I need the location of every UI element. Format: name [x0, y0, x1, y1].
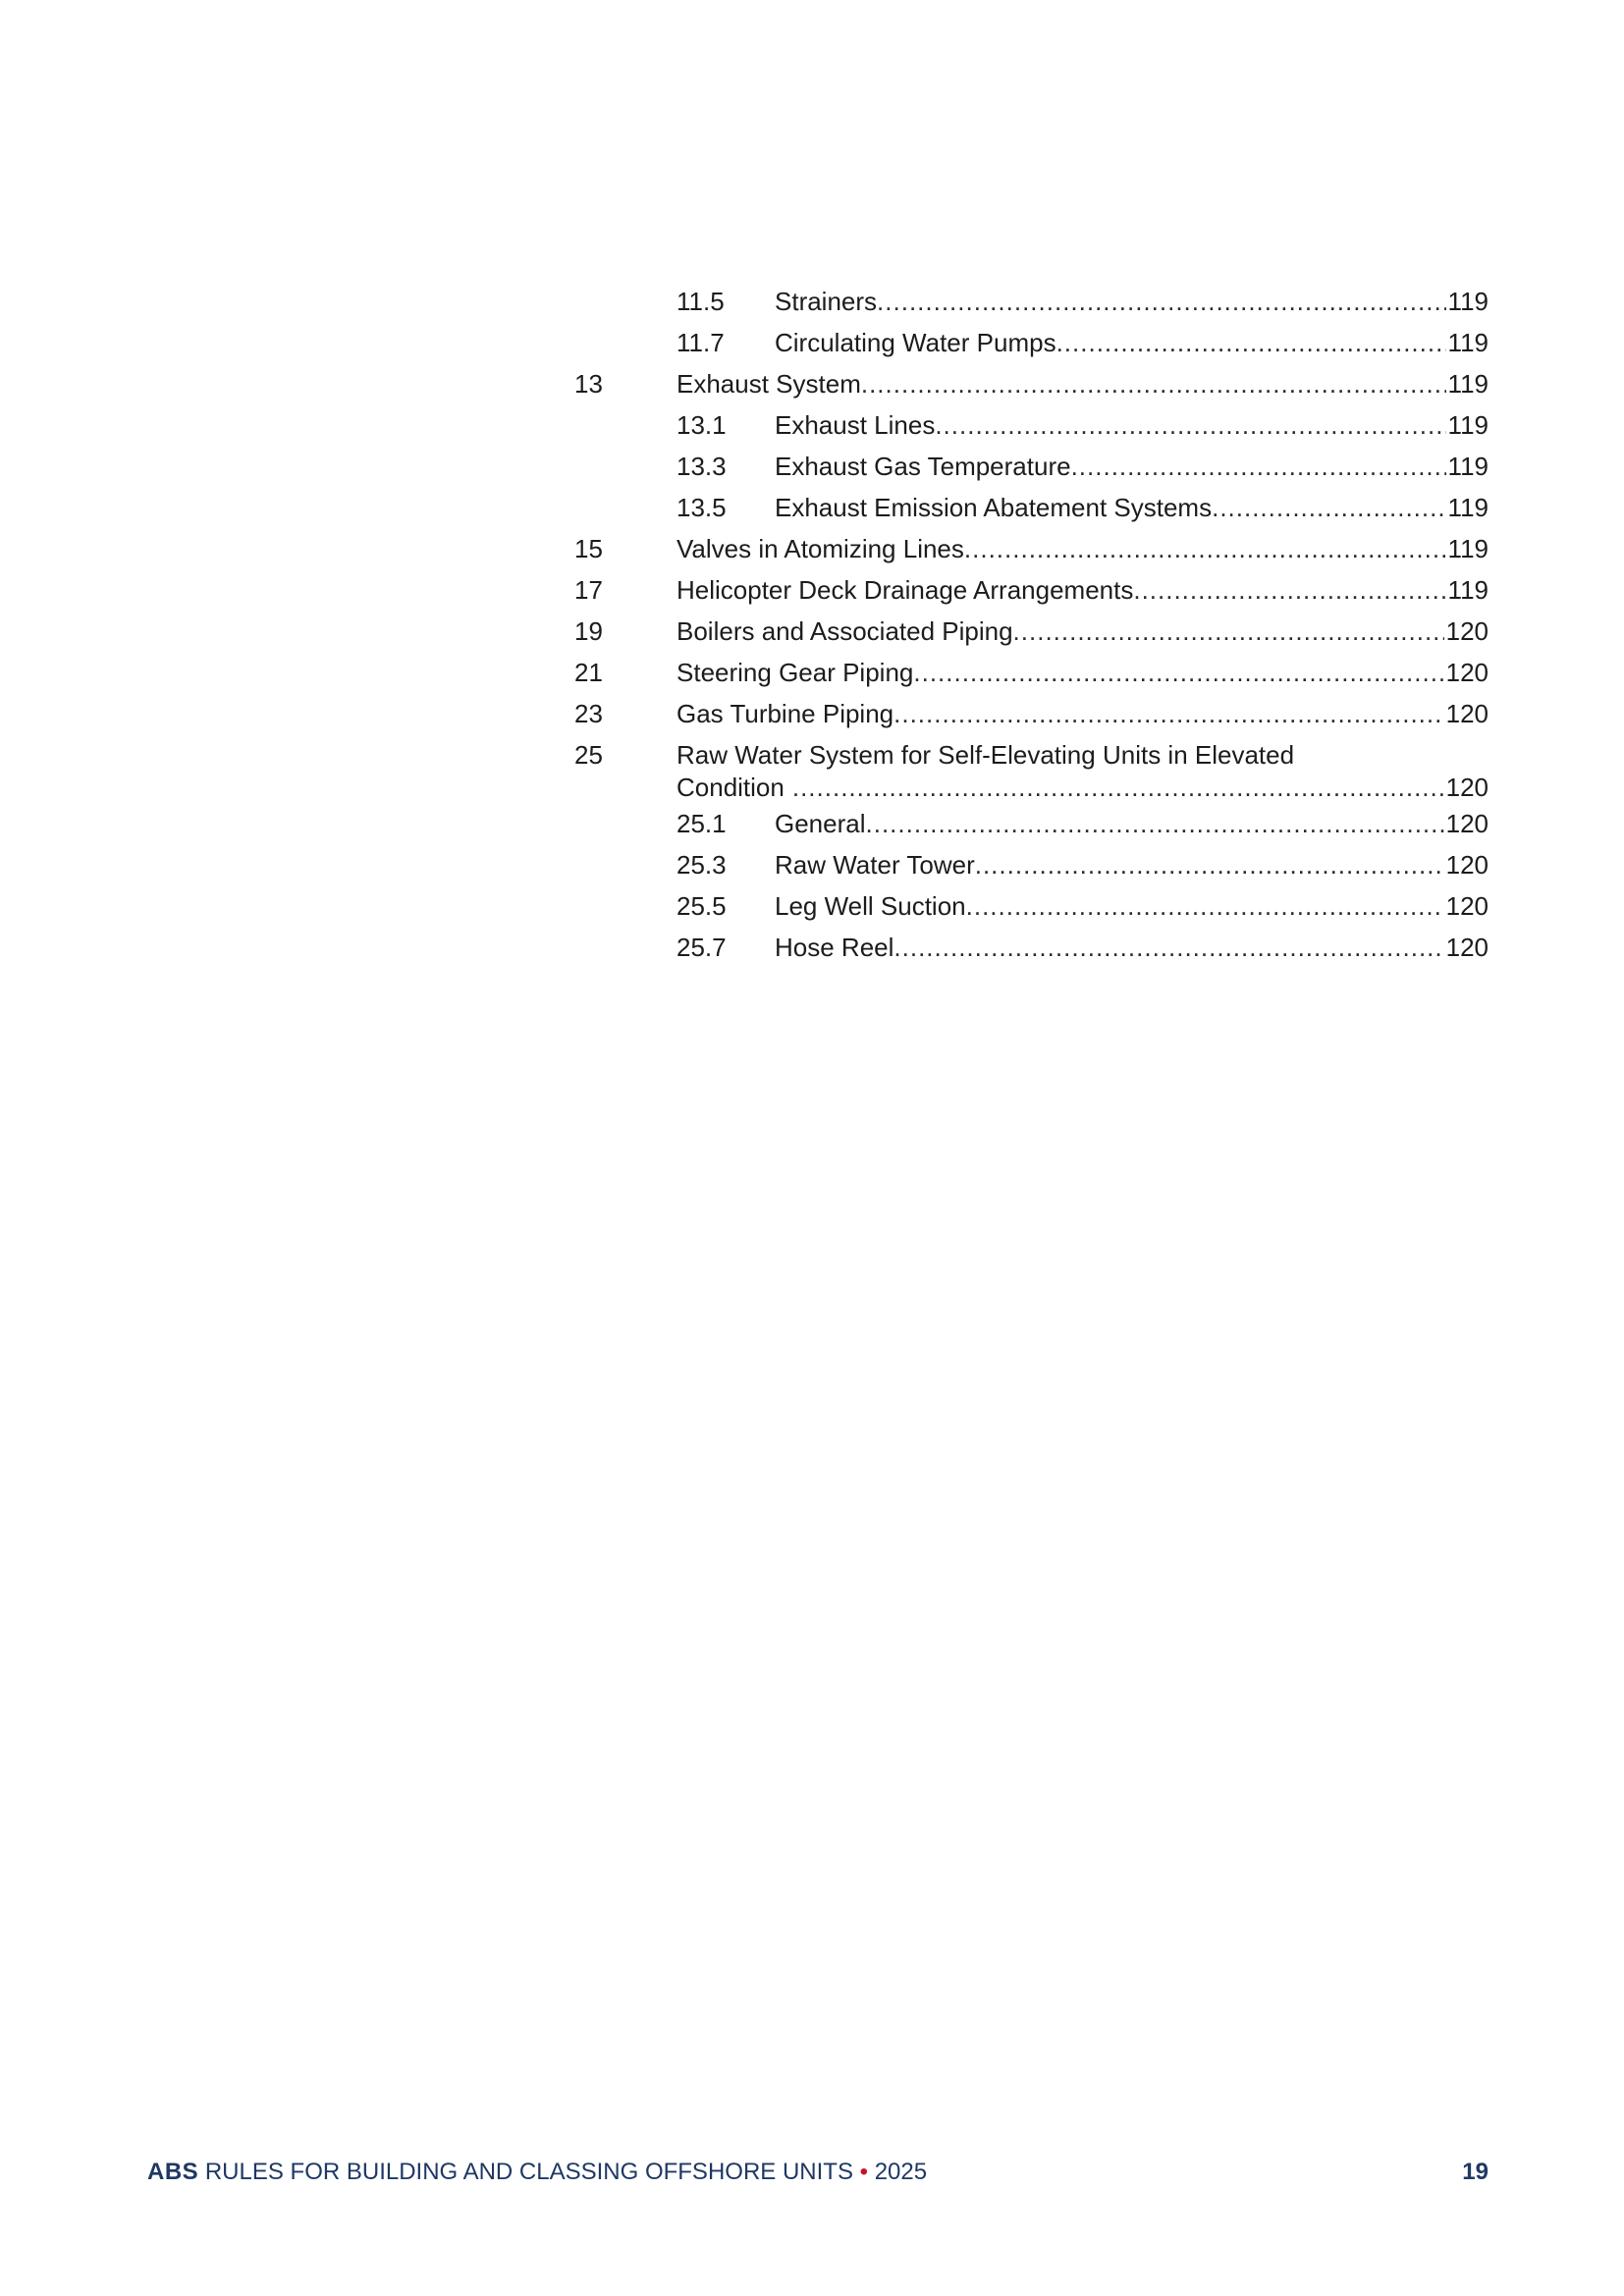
toc-entry-title: Raw Water Tower: [775, 850, 975, 880]
toc-entry-number: 25.1: [677, 809, 727, 838]
abs-brand: ABS: [147, 2159, 199, 2185]
toc-entry-page: 120: [1445, 773, 1489, 802]
toc-entry[interactable]: [574, 844, 1489, 885]
toc-entry[interactable]: [574, 446, 1489, 487]
toc-entry[interactable]: [574, 528, 1489, 569]
dot-leader: [893, 693, 1443, 734]
toc-entry-page: 119: [1447, 287, 1489, 316]
toc-entry[interactable]: [574, 281, 1489, 322]
toc-entry[interactable]: [574, 611, 1489, 652]
toc-entry-page: 120: [1445, 616, 1489, 646]
dot-leader: [966, 885, 1444, 927]
toc-entry-page: 120: [1445, 658, 1489, 687]
toc-entry[interactable]: [574, 734, 1489, 803]
toc-entry-title: Exhaust Gas Temperature: [775, 452, 1071, 481]
toc-entry-number: 13.5: [677, 493, 727, 522]
toc-entry-number: 25: [574, 740, 603, 770]
toc-entry-page: 119: [1447, 452, 1489, 481]
toc-entry-number: 25.7: [677, 933, 727, 962]
toc-entry-number: 17: [574, 575, 603, 605]
toc-entry-page: 119: [1447, 575, 1489, 605]
dot-leader: [785, 767, 1444, 808]
toc-entry-number: 15: [574, 534, 603, 563]
toc-entry-title: Raw Water System for Self-Elevating Units in Elevated: [677, 740, 1295, 770]
toc-entry-page: 120: [1445, 850, 1489, 880]
document-year: 2025: [874, 2159, 928, 2185]
dot-leader: [1013, 611, 1444, 652]
toc-entry-number: 13: [574, 369, 603, 399]
toc-entry-title: Valves in Atomizing Lines: [677, 534, 964, 563]
toc-entry-title: Strainers: [775, 287, 878, 316]
toc-entry-title: Boilers and Associated Piping: [677, 616, 1013, 646]
toc-entry-title: Exhaust Emission Abatement Systems: [775, 493, 1213, 522]
toc-entry-page: 120: [1445, 891, 1489, 921]
toc-entry-title: General: [775, 809, 866, 838]
toc-entry[interactable]: [574, 487, 1489, 528]
toc-entry[interactable]: [574, 404, 1489, 446]
toc-entry[interactable]: [574, 569, 1489, 611]
dot-leader: [964, 528, 1446, 569]
dot-leader: [893, 927, 1443, 968]
dot-leader: [877, 281, 1446, 322]
dot-leader: [1056, 322, 1446, 363]
toc-entry[interactable]: [574, 652, 1489, 693]
toc-entry-number: 25.3: [677, 850, 727, 880]
toc-entry-number: 23: [574, 699, 603, 728]
toc-entry[interactable]: [574, 803, 1489, 844]
bullet-separator: •: [859, 2159, 869, 2185]
toc-entry-number: 21: [574, 658, 603, 687]
dot-leader: [861, 363, 1446, 404]
toc-entry-page: 119: [1447, 369, 1489, 399]
table-of-contents: [574, 281, 1489, 968]
toc-entry-title: Helicopter Deck Drainage Arrangements: [677, 575, 1134, 605]
toc-entry-number: 13.3: [677, 452, 727, 481]
toc-entry[interactable]: [574, 927, 1489, 968]
page-footer: [147, 2156, 1489, 2189]
toc-entry-title: Leg Well Suction: [775, 891, 966, 921]
toc-entry[interactable]: [574, 885, 1489, 927]
toc-entry[interactable]: [574, 693, 1489, 734]
toc-entry-title: Gas Turbine Piping: [677, 699, 894, 728]
toc-entry-page: 119: [1447, 328, 1489, 357]
toc-entry[interactable]: [574, 322, 1489, 363]
dot-leader: [1212, 487, 1445, 528]
toc-entry-number: 13.1: [677, 410, 727, 440]
toc-entry-number: 19: [574, 616, 603, 646]
toc-entry-page: 120: [1445, 933, 1489, 962]
toc-entry-page: 120: [1445, 809, 1489, 838]
dot-leader: [1133, 569, 1445, 611]
toc-entry-page: 120: [1445, 699, 1489, 728]
toc-entry-number: 25.5: [677, 891, 727, 921]
dot-leader: [866, 803, 1444, 844]
toc-entry-page: 119: [1447, 410, 1489, 440]
dot-leader: [935, 404, 1445, 446]
toc-entry-title: Circulating Water Pumps: [775, 328, 1056, 357]
toc-entry-title: Hose Reel: [775, 933, 894, 962]
dot-leader: [975, 844, 1444, 885]
toc-entry[interactable]: [574, 363, 1489, 404]
document-title: RULES FOR BUILDING AND CLASSING OFFSHORE UNITS: [204, 2159, 853, 2185]
toc-entry-number: 11.5: [677, 287, 725, 316]
dot-leader: [1071, 446, 1446, 487]
toc-entry-number: 11.7: [677, 328, 725, 357]
toc-entry-title-continuation: Condition: [677, 773, 785, 802]
toc-entry-title: Exhaust Lines: [775, 410, 936, 440]
toc-entry-page: 119: [1447, 534, 1489, 563]
toc-entry-title: Exhaust System: [677, 369, 861, 399]
toc-entry-page: 119: [1447, 493, 1489, 522]
page-number: 19: [1462, 2159, 1489, 2185]
toc-entry-title: Steering Gear Piping: [677, 658, 914, 687]
dot-leader: [913, 652, 1443, 693]
